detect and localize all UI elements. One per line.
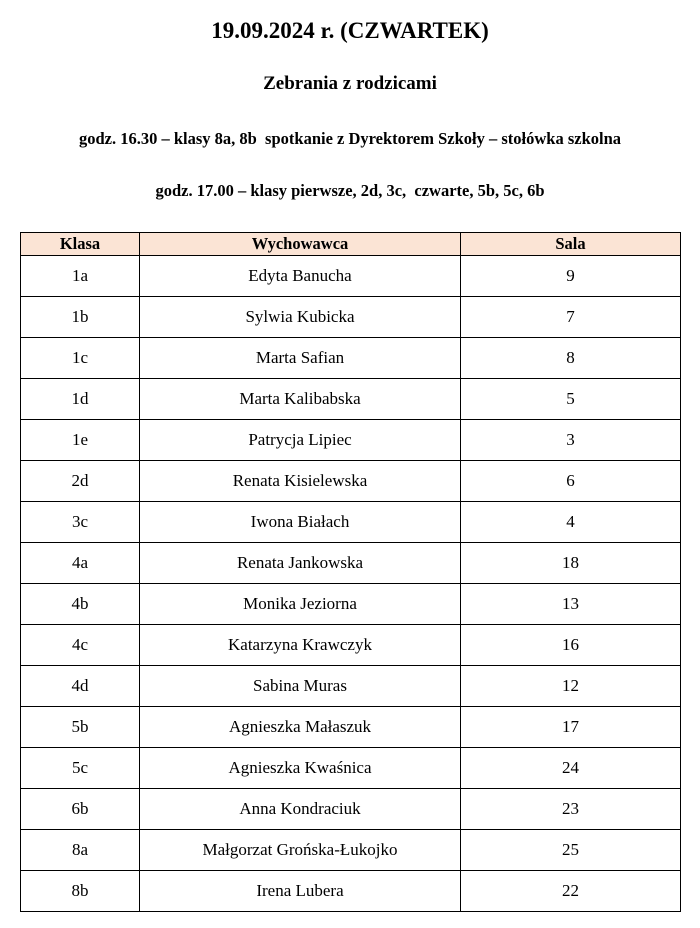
cell-klasa: 4b [21,584,140,625]
cell-klasa: 8a [21,830,140,871]
table-row [21,502,681,543]
table-row [21,584,681,625]
cell-sala: 4 [461,502,681,543]
table-row [21,625,681,666]
cell-sala: 22 [461,871,681,912]
table-row [21,256,681,297]
column-header-klasa: Klasa [21,233,140,256]
column-header-wychowawca: Wychowawca [140,233,461,256]
cell-wychowawca: Patrycja Lipiec [140,420,461,461]
table-row [21,789,681,830]
table-header-row [21,233,681,256]
cell-klasa: 2d [21,461,140,502]
cell-wychowawca: Małgorzat Grońska-Łukojko [140,830,461,871]
cell-sala: 18 [461,543,681,584]
meeting-table [20,232,681,912]
cell-klasa: 1a [21,256,140,297]
page-subtitle: Zebrania z rodzicami [263,73,437,94]
table-row [21,338,681,379]
cell-wychowawca: Sylwia Kubicka [140,297,461,338]
cell-wychowawca: Marta Safian [140,338,461,379]
cell-wychowawca: Agnieszka Kwaśnica [140,748,461,789]
cell-wychowawca: Renata Kisielewska [140,461,461,502]
cell-sala: 23 [461,789,681,830]
schedule-line-1630: godz. 16.30 – klasy 8a, 8b spotkanie z Dyrektorem Szkoły – stołówka szkolna [78,129,622,148]
cell-klasa: 1c [21,338,140,379]
table-row [21,461,681,502]
cell-sala: 3 [461,420,681,461]
table-row [21,830,681,871]
table-row [21,379,681,420]
cell-sala: 25 [461,830,681,871]
cell-klasa: 3c [21,502,140,543]
cell-wychowawca: Katarzyna Krawczyk [140,625,461,666]
cell-klasa: 1d [21,379,140,420]
page-title: 19.09.2024 r. (CZWARTEK) [211,18,489,43]
cell-klasa: 5b [21,707,140,748]
cell-klasa: 4a [21,543,140,584]
cell-klasa: 4d [21,666,140,707]
table-row [21,543,681,584]
cell-wychowawca: Anna Kondraciuk [140,789,461,830]
cell-sala: 7 [461,297,681,338]
cell-wychowawca: Iwona Białach [140,502,461,543]
table-row [21,420,681,461]
cell-wychowawca: Agnieszka Małaszuk [140,707,461,748]
table-row [21,666,681,707]
cell-klasa: 8b [21,871,140,912]
cell-klasa: 1e [21,420,140,461]
cell-klasa: 6b [21,789,140,830]
schedule-line-1700: godz. 17.00 – klasy pierwsze, 2d, 3c, czwarte, 5b, 5c, 6b [155,181,545,200]
cell-sala: 12 [461,666,681,707]
table-row [21,707,681,748]
cell-sala: 8 [461,338,681,379]
cell-wychowawca: Irena Lubera [140,871,461,912]
cell-sala: 16 [461,625,681,666]
cell-sala: 6 [461,461,681,502]
cell-sala: 24 [461,748,681,789]
table-row [21,297,681,338]
cell-sala: 5 [461,379,681,420]
cell-sala: 9 [461,256,681,297]
table-row [21,748,681,789]
cell-klasa: 4c [21,625,140,666]
column-header-sala: Sala [461,233,681,256]
cell-wychowawca: Renata Jankowska [140,543,461,584]
cell-klasa: 1b [21,297,140,338]
cell-klasa: 5c [21,748,140,789]
table-row [21,871,681,912]
cell-sala: 17 [461,707,681,748]
cell-wychowawca: Monika Jeziorna [140,584,461,625]
cell-wychowawca: Sabina Muras [140,666,461,707]
cell-sala: 13 [461,584,681,625]
cell-wychowawca: Edyta Banucha [140,256,461,297]
cell-wychowawca: Marta Kalibabska [140,379,461,420]
